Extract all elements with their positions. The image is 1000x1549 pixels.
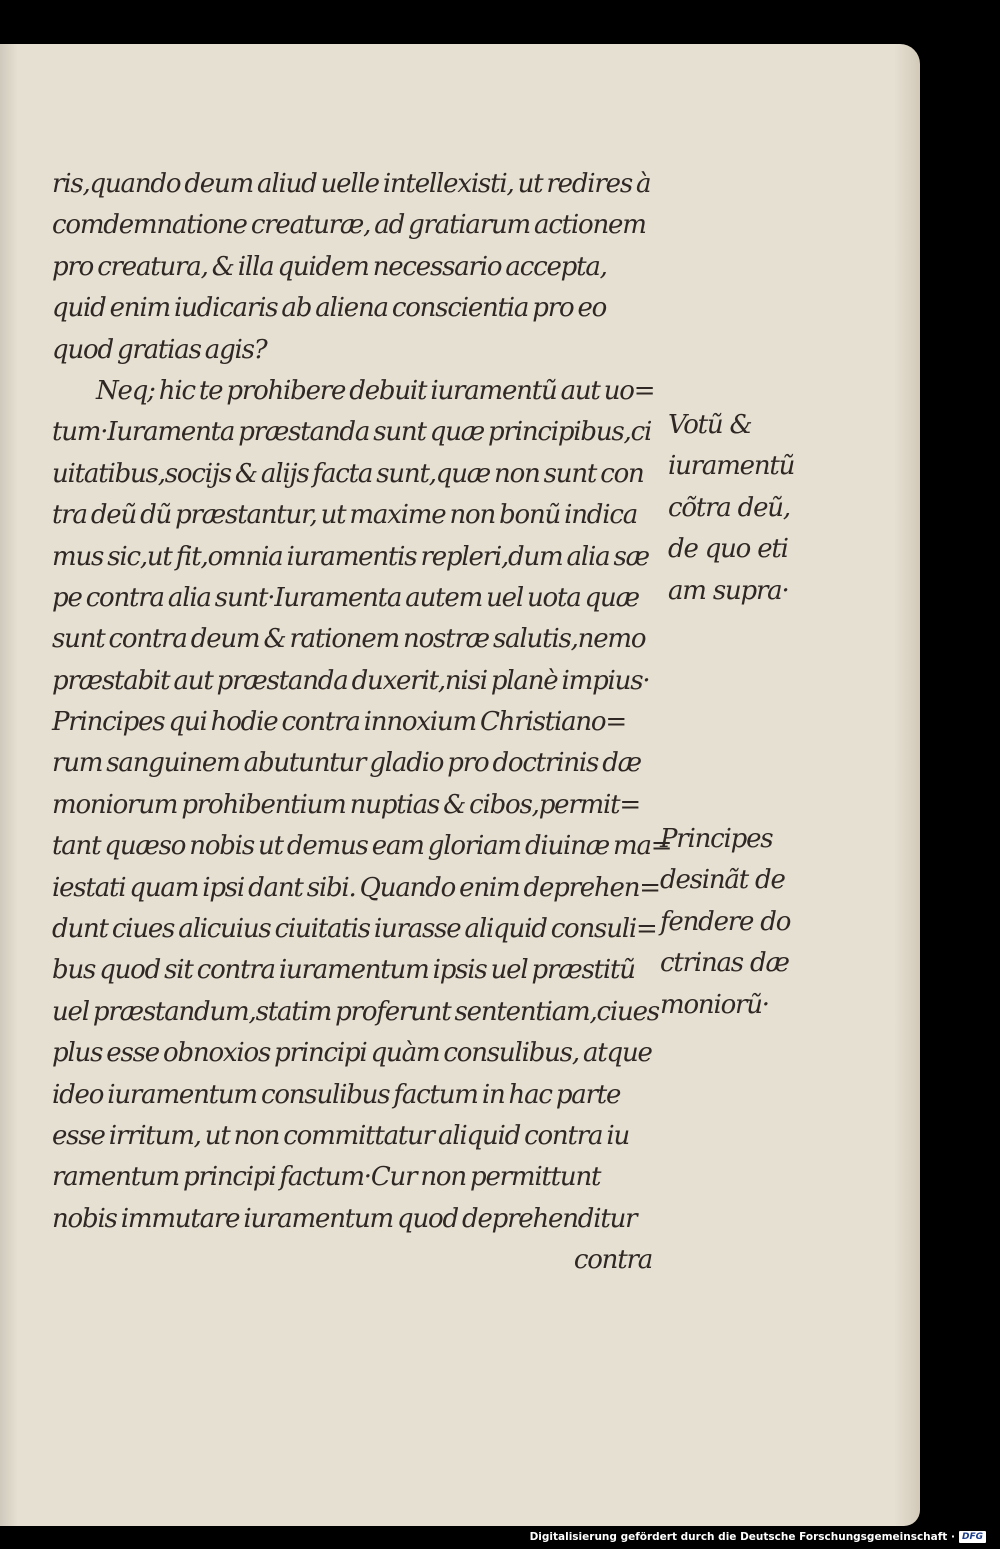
text-line: iestati quam ipsi dant sibi. Quando enim deprehen=	[52, 872, 660, 903]
catchword: contra	[573, 1245, 652, 1276]
marginal-note-princes	[660, 819, 792, 1026]
marginal-note-line: iuramentũ	[668, 451, 795, 482]
marginal-note-line: de quo eti	[668, 534, 788, 565]
text-line: sunt contra deum & rationem nostræ salutis,nemo	[52, 624, 646, 655]
text-line: plus esse obnoxios principi quàm consulibus, atque	[52, 1038, 652, 1069]
text-line: nobis immutare iuramentum quod deprehenditur	[52, 1203, 637, 1234]
marginal-note-line: Votũ &	[668, 410, 752, 440]
text-line: quod gratias agis?	[52, 334, 267, 365]
marginal-note-line: fendere do	[660, 906, 791, 937]
text-line: præstabit aut præstanda duxerit,nisi planè impius·	[52, 665, 650, 696]
marginal-note-line: cõtra deũ,	[668, 492, 790, 523]
text-line: moniorum prohibentium nuptias & cibos,permit=	[52, 789, 640, 820]
marginal-note-line: ctrinas dæ	[660, 948, 789, 979]
marginal-note-line: Principes	[660, 824, 773, 854]
text-line: tant quæso nobis ut demus eam gloriam diuinæ ma=	[52, 831, 672, 862]
text-line: dunt ciues alicuius ciuitatis iurasse aliquid consuli=	[52, 914, 657, 945]
text-line: esse irritum, ut non committatur aliquid contra iu	[52, 1120, 629, 1151]
text-line: uel præstandum,statim proferunt sententiam,ciues	[52, 996, 659, 1027]
text-line: ris,quando deum aliud uelle intellexisti, ut redires à	[52, 169, 651, 199]
text-line: uitatibus,socijs & alijs facta sunt,quæ non sunt con	[52, 458, 644, 489]
text-line: Principes qui hodie contra innoxium Christiano=	[52, 707, 626, 738]
text-line: tum·Iuramenta præstanda sunt quæ principibus,ci	[52, 417, 652, 448]
text-line: tra deũ dũ præstantur, ut maxime non bonũ indica	[52, 500, 638, 531]
text-line: pro creatura, & illa quidem necessario accepta,	[52, 251, 607, 282]
text-line: ramentum principi factum·Cur non permittunt	[52, 1162, 601, 1193]
text-line: bus quod sit contra iuramentum ipsis uel præstitũ	[52, 955, 635, 986]
text-line: comdemnatione creaturæ, ad gratiarum actionem	[52, 210, 646, 241]
dfg-logo-icon: DFG	[959, 1531, 986, 1543]
text-line: Neq; hic te prohibere debuit iuramentũ aut uo=	[96, 375, 655, 406]
text-line: quid enim iudicaris ab aliena conscientia pro eo	[52, 293, 607, 324]
text-line: rum sanguinem abutuntur gladio pro doctrinis dæ	[52, 748, 641, 779]
text-line: mus sic,ut fit,omnia iuramentis repleri,dum alia sæ	[52, 541, 649, 572]
book-page	[0, 44, 920, 1526]
marginal-note-line: am supra·	[668, 575, 789, 606]
footer-credit-text: Digitalisierung gefördert durch die Deutsche Forschungsgemeinschaft ·	[529, 1531, 955, 1543]
digitization-footer	[530, 1531, 986, 1543]
text-line: pe contra alia sunt·Iuramenta autem uel uota quæ	[52, 582, 639, 613]
marginal-note-line: desinãt de	[660, 865, 785, 896]
marginal-note-vows	[668, 405, 800, 612]
text-line: ideo iuramentum consulibus factum in hac parte	[52, 1079, 621, 1110]
marginal-note-line: moniorũ·	[660, 989, 769, 1020]
body-text-block	[52, 164, 672, 1282]
